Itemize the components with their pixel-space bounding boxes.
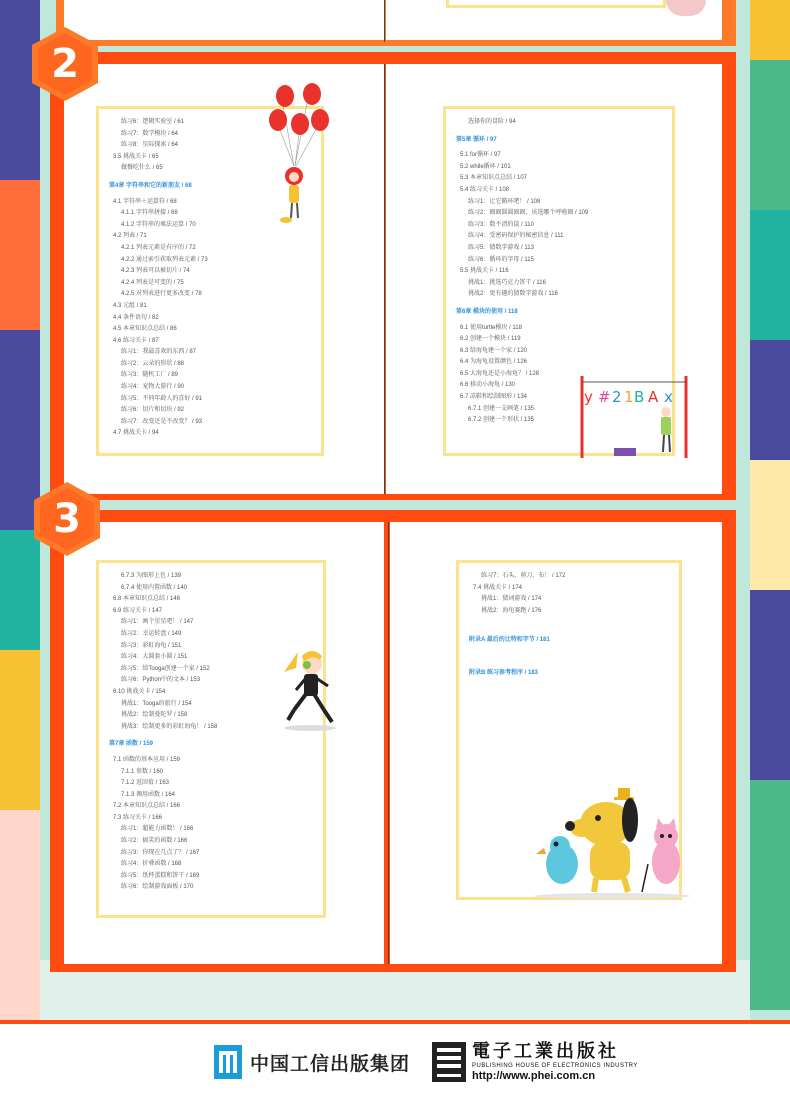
toc-entry: 挑战1：挑选巧克力饼干 / 116 bbox=[468, 279, 546, 286]
toc-entry: 4.2.5 对列表进行更多改变 / 78 bbox=[121, 291, 202, 298]
publisher-house-name: 電子工業出版社 bbox=[472, 1041, 619, 1062]
toc-entry: 练习4：受密码保护的秘密信息 / 111 bbox=[468, 233, 564, 240]
svg-text:y: y bbox=[584, 388, 593, 406]
toc-entry: 6.3 给海龟建一个家 / 120 bbox=[460, 347, 528, 354]
publisher-url[interactable]: http://www.phei.com.cn bbox=[472, 1070, 596, 1082]
badge-number: 2 bbox=[51, 41, 79, 87]
toc-entry: 7.4 挑战关卡 / 174 bbox=[473, 584, 523, 591]
toc-entry: 练习5：纸杯蛋糕和饼干 / 169 bbox=[121, 872, 200, 879]
balloon-girl-illustration bbox=[264, 80, 334, 230]
toc-entry: 挑战2：海龟赛跑 / 176 bbox=[481, 607, 542, 614]
toc-entry: 7.3 练习关卡 / 166 bbox=[113, 814, 163, 821]
toc-entry: 练习4：大圆套小圆 / 151 bbox=[121, 654, 188, 661]
toc-entry: 练习1：画个星星吧！ / 147 bbox=[121, 619, 194, 626]
toc-entry: 练习6：Python中的文本 / 153 bbox=[121, 677, 201, 684]
toc-entry: 练习4：折叠函数 / 168 bbox=[121, 861, 182, 868]
toc-entry: 练习3：你现在几点了？ / 167 bbox=[121, 849, 200, 856]
svg-text:x: x bbox=[664, 388, 673, 406]
svg-text:2: 2 bbox=[612, 388, 622, 406]
top-page-right bbox=[386, 0, 722, 40]
toc-entry: 6.7.1 创建一支画笔 / 135 bbox=[468, 405, 535, 412]
toc-entry: 练习3：随机工厂 / 89 bbox=[121, 372, 179, 379]
toc-entry: 练习2：幸运转盘 / 149 bbox=[121, 630, 182, 637]
toc-entry: 6.10 挑战关卡 / 154 bbox=[113, 688, 166, 695]
toc-entry: 4.6 练习关卡 / 87 bbox=[113, 337, 159, 344]
toc-entry: 4.3 元组 / 81 bbox=[113, 302, 147, 309]
toc-entry: 5.4 练习关卡 / 108 bbox=[460, 186, 510, 193]
toc-entry: 4.2.3 列表可以被切片 / 74 bbox=[121, 268, 190, 275]
running-girl-illustration bbox=[276, 646, 342, 738]
svg-text:B: B bbox=[634, 388, 645, 406]
toc-entry: 4.2.2 通过索引获取列表元素 / 73 bbox=[121, 256, 208, 263]
toc-entry: 6.4 为海龟设置颜色 / 126 bbox=[460, 359, 528, 366]
toc-entry: 练习7：数学模块 / 64 bbox=[121, 130, 179, 137]
toc-entry: 4.1 字符串＋运算符 / 68 bbox=[113, 198, 177, 205]
section-number-badge-3 bbox=[28, 480, 106, 558]
toc-entry: 6.7.2 创建一个形状 / 135 bbox=[468, 417, 535, 424]
toc-entry: 练习2：圈圈圆圆圈圈，该选哪个呼啦圈 / 109 bbox=[468, 210, 589, 217]
toc-entry: 6.6 移动小海龟 / 130 bbox=[460, 382, 516, 389]
toc-chapter-entry: 第5章 循环 / 97 bbox=[456, 136, 497, 143]
toc-entry: 6.9 练习关卡 / 147 bbox=[113, 607, 163, 614]
toc-chapter-entry: 第7章 函数 / 159 bbox=[109, 741, 154, 748]
toc-entry: 7.1.1 参数 / 160 bbox=[121, 768, 164, 775]
toc-chapter-entry: 第6章 模块的使用 / 118 bbox=[456, 308, 518, 315]
badge-number: 3 bbox=[53, 496, 81, 542]
toc-entry: 练习4：宠物大游行 / 90 bbox=[121, 384, 185, 391]
toc-entry: 挑战2：更有趣的猜数字游戏 / 116 bbox=[468, 291, 558, 298]
toc-entry: 练习2：搞笑的函数 / 166 bbox=[121, 838, 188, 845]
toc-entry: 6.2 创建一个模块 / 119 bbox=[460, 336, 521, 343]
toc-entry: 挑战1：猜词游戏 / 174 bbox=[481, 596, 542, 603]
toc-entry: 6.8 本章知识点总结 / 146 bbox=[113, 596, 181, 603]
toc-entry: 练习5：不同年龄人的喜好 / 91 bbox=[121, 395, 203, 402]
toc-entry: 练习7：改变还是不改变？ / 93 bbox=[121, 418, 203, 425]
toc-entry bbox=[469, 617, 669, 629]
toc-entry: 6.1 使用turtle模块 / 118 bbox=[460, 324, 522, 331]
toc-entry: 挑战1：Tooga的旅行 / 154 bbox=[121, 700, 192, 707]
toc-entry: 7.1 函数的基本应用 / 159 bbox=[113, 756, 181, 763]
toc-entry: 做餐吃什么 / 65 bbox=[121, 165, 163, 172]
publisher-house-english: PUBLISHING HOUSE OF ELECTRONICS INDUSTRY bbox=[472, 1063, 638, 1069]
toc-entry: 挑战3：绘制更多的彩虹海龟！ / 158 bbox=[121, 723, 218, 730]
toc-entry: 练习5：给Tooga创建一个家 / 152 bbox=[121, 665, 210, 672]
toc-entry: 练习5：猜数字游戏 / 113 bbox=[468, 244, 534, 251]
toc-entry: 挑战2：绘制曼陀罗 / 158 bbox=[121, 712, 188, 719]
toc-entry: 7.1.3 调用函数 / 164 bbox=[121, 791, 176, 798]
publisher-group-name: 中国工信出版集团 bbox=[250, 1052, 411, 1075]
toc-entry: 4.4 条件语句 / 82 bbox=[113, 314, 159, 321]
svg-text:A: A bbox=[648, 388, 659, 406]
toc-entry: 5.3 本章知识点总结 / 107 bbox=[460, 175, 528, 182]
toc-entry: 5.5 挑战关卡 / 116 bbox=[460, 268, 509, 275]
toc-entry: 练习1：让它循环吧！ / 108 bbox=[468, 198, 541, 205]
toc-chapter-entry: 第4章 字符串和它的新朋友 / 68 bbox=[109, 182, 192, 189]
toc-entry: 4.5 本章知识点总结 / 86 bbox=[113, 326, 177, 333]
toc-entry: 3.5 挑战关卡 / 65 bbox=[113, 153, 159, 160]
toc-entry: 练习6：绘制游戏面板 / 170 bbox=[121, 884, 194, 891]
letters-clothesline-illustration bbox=[574, 372, 694, 464]
publisher-house-logo bbox=[432, 1042, 638, 1083]
top-page-left bbox=[64, 0, 384, 40]
svg-text:#: # bbox=[598, 388, 611, 406]
toc-entry: 4.2 列表 / 71 bbox=[113, 233, 147, 240]
toc-box-s3-left bbox=[96, 560, 326, 918]
toc-entry: 6.7 凉鞋和绘制图形 / 134 bbox=[460, 394, 528, 401]
toc-chapter-entry: 附录A 最后的比特和字节 / 181 bbox=[469, 636, 550, 643]
phei-group-icon bbox=[214, 1045, 242, 1079]
toc-entry: 练习6：逻辑实验室 / 61 bbox=[121, 119, 185, 125]
toc-entry: 6.7.3 为图形上色 / 139 bbox=[121, 573, 182, 579]
toc-entry: 7.2 本章知识点总结 / 166 bbox=[113, 803, 181, 810]
toc-entry: 4.7 挑战关卡 / 94 bbox=[113, 430, 159, 437]
toc-entry: 练习1：我最喜欢的东西 / 87 bbox=[121, 349, 197, 356]
toc-entry: 4.2.4 列表是可变的 / 75 bbox=[121, 279, 184, 286]
svg-text:1: 1 bbox=[624, 388, 634, 406]
toc-entry: 6.7.4 使用内置函数 / 140 bbox=[121, 584, 188, 591]
toc-entry: 4.1.1 字符串拼接 / 68 bbox=[121, 210, 178, 217]
toc-entry: 4.1.2 字符串的乘法运算 / 70 bbox=[121, 221, 196, 228]
toc-entry bbox=[469, 651, 669, 663]
toc-entry: 练习2：云朵的形状 / 88 bbox=[121, 360, 185, 367]
dog-cat-bird-illustration bbox=[532, 784, 692, 900]
toc-entry: 练习6：切片和切块 / 92 bbox=[121, 407, 185, 414]
toc-entry: 4.2.1 列表元素是有序的 / 72 bbox=[121, 244, 196, 251]
phei-house-icon bbox=[432, 1042, 466, 1082]
toc-entry: 练习8：星际探索 / 64 bbox=[121, 142, 179, 149]
toc-entry: 练习6：循环的字母 / 115 bbox=[468, 256, 534, 263]
toc-entry: 练习1：超能力函数！ / 166 bbox=[121, 826, 194, 833]
toc-entry: 练习3：数不清的鼠 / 110 bbox=[468, 221, 534, 228]
toc-entry: 练习7：石头、剪刀、布！ / 172 bbox=[481, 573, 566, 579]
publisher-group-logo bbox=[214, 1045, 410, 1079]
section-number-badge-2 bbox=[26, 25, 104, 103]
toc-entry: 选择你的冒险 / 94 bbox=[468, 119, 516, 125]
toc-entry: 5.1 for循环 / 97 bbox=[460, 152, 501, 159]
toc-entry: 练习3：彩虹海龟 / 151 bbox=[121, 642, 182, 649]
toc-entry: 7.1.2 返回值 / 163 bbox=[121, 780, 170, 787]
toc-entry: 6.5 大海龟还是小海龟？ / 128 bbox=[460, 370, 540, 377]
toc-chapter-entry: 附录B 练习参考程序 / 183 bbox=[469, 670, 539, 677]
toc-entry: 5.2 while循环 / 101 bbox=[460, 163, 511, 170]
